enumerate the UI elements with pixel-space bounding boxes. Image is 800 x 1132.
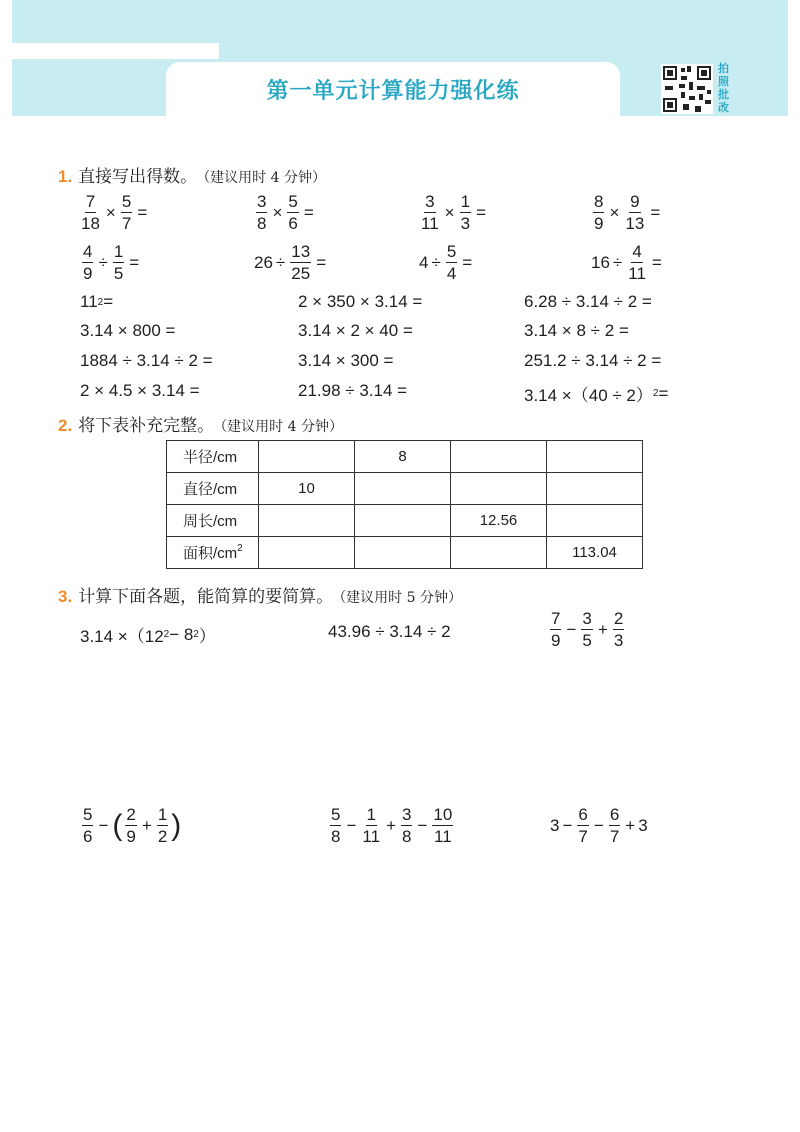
fraction: $\frac{6}{7}$ bbox=[609, 805, 620, 846]
fraction: $\frac{1}{5}$ bbox=[113, 242, 124, 283]
problem-1-2: $\frac{3}{8}$ × $\frac{5}{6}$ = bbox=[257, 192, 314, 233]
fraction: $\frac{7}{18}$ bbox=[81, 192, 100, 233]
table-cell[interactable] bbox=[547, 473, 643, 505]
section-hint: （建议用时 4 分钟） bbox=[220, 419, 343, 435]
fraction: $\frac{1}{3}$ bbox=[460, 192, 471, 233]
problem-1-5: $\frac{4}{9}$ ÷ $\frac{1}{5}$ = bbox=[83, 242, 140, 283]
problem-1-15: 1884 ÷ 3.14 ÷ 2 = bbox=[80, 351, 213, 370]
section-2-heading bbox=[58, 411, 343, 436]
fraction: $\frac{3}{8}$ bbox=[402, 805, 412, 846]
section-title: 直接写出得数。 bbox=[78, 167, 198, 186]
table-cell[interactable] bbox=[259, 505, 355, 537]
problem-1-1: $\frac{7}{18}$ × $\frac{5}{7}$ = bbox=[81, 192, 148, 233]
row-header: 面积$/cm^2$ bbox=[167, 537, 259, 569]
table-cell[interactable] bbox=[451, 537, 547, 569]
fraction: $\frac{3}{11}$ bbox=[421, 192, 439, 233]
problem-3-6: 3 − $\frac{6}{7}$ − $\frac{6}{7}$ + 3 bbox=[550, 805, 648, 846]
problem-1-20: 3.14 ×（40 ÷ 2） 2 = bbox=[524, 383, 669, 405]
fraction: $\frac{9}{13}$ bbox=[625, 192, 645, 233]
table-row bbox=[167, 441, 643, 473]
problem-3-2: 43.96 ÷ 3.14 ÷ 2 bbox=[328, 622, 451, 641]
section-title: 将下表补充完整。 bbox=[78, 416, 215, 435]
section-number: 1. bbox=[58, 167, 73, 186]
problem-1-10: 2 × 350 × 3.14 = bbox=[298, 292, 423, 311]
problem-3-5: $\frac{5}{8}$ − $\frac{1}{11}$ + $\frac{3}{8}$ − $\frac{10}{11}$ bbox=[331, 805, 453, 846]
table-cell[interactable] bbox=[547, 441, 643, 473]
fraction: $\frac{5}{6}$ bbox=[83, 805, 93, 846]
problem-1-8: 16 ÷ $\frac{4}{11}$ = bbox=[591, 242, 662, 283]
problem-1-18: 2 × 4.5 × 3.14 = bbox=[80, 381, 200, 400]
table-cell[interactable] bbox=[355, 537, 451, 569]
problem-3-3: $\frac{7}{9}$ − $\frac{3}{5}$ + $\frac{2}{3}$ bbox=[551, 609, 624, 650]
section-hint: （建议用时 5 分钟） bbox=[339, 590, 462, 606]
table-cell[interactable] bbox=[451, 473, 547, 505]
row-header: 半径/cm bbox=[167, 441, 259, 473]
problem-1-7: 4 ÷ $\frac{5}{4}$ = bbox=[419, 242, 473, 283]
section-1-heading bbox=[58, 162, 326, 187]
table-cell[interactable] bbox=[259, 537, 355, 569]
fraction: $\frac{1}{2}$ bbox=[157, 805, 168, 846]
problem-1-11: 6.28 ÷ 3.14 ÷ 2 = bbox=[524, 292, 652, 311]
table-cell[interactable] bbox=[259, 441, 355, 473]
header-notch bbox=[12, 43, 219, 59]
problem-1-17: 251.2 ÷ 3.14 ÷ 2 = bbox=[524, 351, 662, 370]
table-cell: 12.56 bbox=[451, 505, 547, 537]
qr-label: 拍照批改 bbox=[718, 63, 729, 114]
table-cell[interactable] bbox=[355, 473, 451, 505]
fraction: $\frac{7}{9}$ bbox=[551, 609, 561, 650]
table-cell[interactable] bbox=[355, 505, 451, 537]
problem-1-6: 26 ÷ $\frac{13}{25}$ = bbox=[254, 242, 327, 283]
section-title: 计算下面各题，能简算的要简算。 bbox=[78, 587, 334, 606]
row-header: 周长/cm bbox=[167, 505, 259, 537]
problem-1-4: $\frac{8}{9}$ × $\frac{9}{13}$ = bbox=[594, 192, 661, 233]
problem-1-19: 21.98 ÷ 3.14 = bbox=[298, 381, 408, 400]
problem-1-13: 3.14 × 2 × 40 = bbox=[298, 321, 413, 340]
fraction: $\frac{3}{8}$ bbox=[257, 192, 267, 233]
table-cell: 10 bbox=[259, 473, 355, 505]
problem-1-16: 3.14 × 300 = bbox=[298, 351, 394, 370]
page-title: 第一单元计算能力强化练 bbox=[266, 78, 520, 103]
fraction: $\frac{6}{7}$ bbox=[578, 805, 588, 846]
table-cell: 113.04 bbox=[547, 537, 643, 569]
qr-code-icon[interactable] bbox=[661, 64, 713, 114]
problem-1-3: $\frac{3}{11}$ × $\frac{1}{3}$ = bbox=[421, 192, 486, 233]
fraction: $\frac{1}{11}$ bbox=[362, 805, 381, 846]
fraction: $\frac{8}{9}$ bbox=[594, 192, 604, 233]
section-hint: （建议用时 4 分钟） bbox=[203, 170, 326, 186]
fraction: $\frac{2}{9}$ bbox=[126, 805, 136, 846]
fraction: $\frac{13}{25}$ bbox=[291, 242, 311, 283]
problem-1-14: 3.14 × 8 ÷ 2 = bbox=[524, 321, 629, 340]
fraction: $\frac{5}{6}$ bbox=[288, 192, 298, 233]
fraction: $\frac{4}{9}$ bbox=[83, 242, 93, 283]
table-cell: 8 bbox=[355, 441, 451, 473]
section-number: 2. bbox=[58, 416, 73, 435]
table-row bbox=[167, 473, 643, 505]
fraction: $\frac{4}{11}$ bbox=[628, 242, 646, 283]
table-cell[interactable] bbox=[451, 441, 547, 473]
fraction: $\frac{3}{5}$ bbox=[582, 609, 592, 650]
fraction: $\frac{10}{11}$ bbox=[433, 805, 453, 846]
fraction: $\frac{2}{3}$ bbox=[613, 609, 624, 650]
fraction: $\frac{5}{8}$ bbox=[331, 805, 341, 846]
problem-1-9: 11 2 = bbox=[80, 292, 114, 311]
circle-table bbox=[166, 440, 643, 569]
problem-1-12: 3.14 × 800 = bbox=[80, 321, 176, 340]
table-cell[interactable] bbox=[547, 505, 643, 537]
fraction: $\frac{5}{4}$ bbox=[446, 242, 457, 283]
section-3-heading bbox=[58, 582, 462, 607]
table-row bbox=[167, 537, 643, 569]
problem-3-4: $\frac{5}{6}$ − ( $\frac{2}{9}$ + $\frac{1}{2}$ ) bbox=[83, 805, 182, 846]
section-number: 3. bbox=[58, 587, 73, 606]
fraction: $\frac{5}{7}$ bbox=[121, 192, 132, 233]
table-row bbox=[167, 505, 643, 537]
problem-3-1: 3.14 ×（12 2 − 8 2 ） bbox=[80, 624, 216, 646]
row-header: 直径/cm bbox=[167, 473, 259, 505]
